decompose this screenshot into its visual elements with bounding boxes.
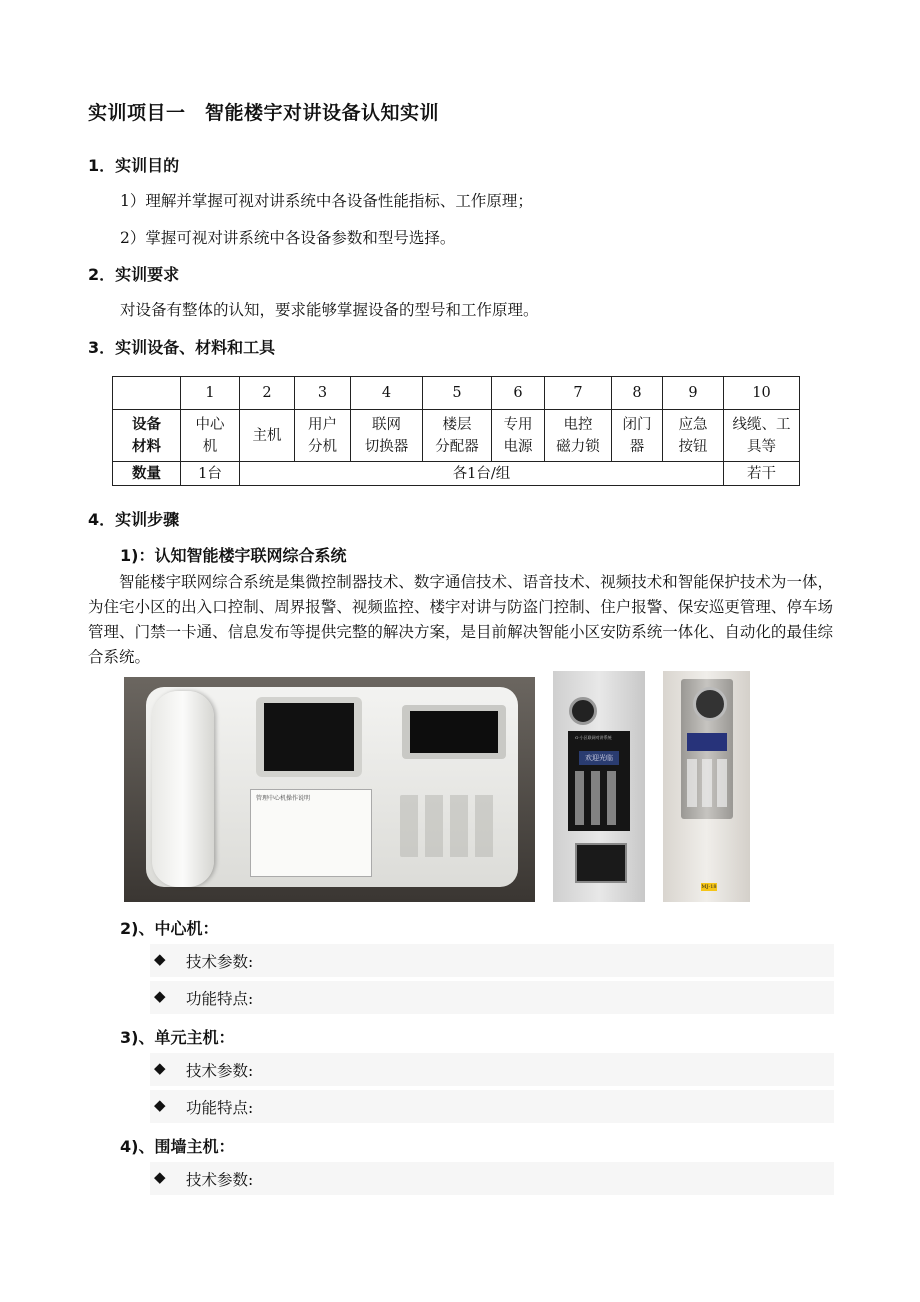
table-cell: 专用 电源 (492, 410, 545, 462)
unit-features-row (150, 1090, 834, 1123)
tech-params-label: 技术参数: (186, 953, 254, 971)
section2-heading: 2．实训要求 (88, 265, 180, 284)
goal-item-1: 1）理解并掌握可视对讲系统中各设备性能指标、工作原理； (120, 192, 533, 210)
table-num-cell: 1 (181, 377, 240, 410)
table-row-label: 设备 材料 (113, 410, 181, 462)
table-cell: 楼层 分配器 (423, 410, 492, 462)
step1-heading: 1)：认知智能楼宇联网综合系统 (120, 546, 347, 565)
unit-panel-brand: G-小区联网对讲系统 (575, 735, 612, 740)
diamond-bullet-icon: ◆ (154, 987, 166, 1005)
table-cell: 应急 按钮 (663, 410, 724, 462)
table-num-cell: 6 (492, 377, 545, 410)
center-features-row (150, 981, 834, 1014)
diamond-bullet-icon: ◆ (154, 1168, 166, 1186)
goal-item-2: 2）掌握可视对讲系统中各设备参数和型号选择。 (120, 229, 456, 247)
center-unit-photo (124, 677, 535, 902)
requirement-text: 对设备有整体的认知，要求能够掌握设备的型号和工作原理。 (120, 301, 539, 319)
table-row-materials (113, 410, 800, 462)
table-num-cell: 7 (545, 377, 612, 410)
table-cell: 各1台/组 (240, 462, 724, 486)
wall-host-tag: MJ-18 (701, 884, 717, 890)
table-corner-cell (113, 377, 181, 410)
wall-tech-params-row (150, 1162, 834, 1195)
diamond-bullet-icon: ◆ (154, 1059, 166, 1077)
table-cell: 用户 分机 (295, 410, 351, 462)
features-label: 功能特点: (186, 1099, 254, 1117)
wall-host-photo (663, 671, 750, 902)
table-cell: 1台 (181, 462, 240, 486)
diamond-bullet-icon: ◆ (154, 1096, 166, 1114)
features-label: 功能特点: (186, 990, 254, 1008)
table-cell: 电控 磁力锁 (545, 410, 612, 462)
step3-heading: 3)、单元主机： (120, 1028, 235, 1047)
page-title: 实训项目一 智能楼宇对讲设备认知实训 (88, 102, 440, 124)
section4-heading: 4．实训步骤 (88, 510, 180, 529)
center-unit-label: 管理中心机操作说明 (256, 795, 311, 802)
tech-params-label: 技术参数: (186, 1062, 254, 1080)
table-num-cell: 2 (240, 377, 295, 410)
step2-heading: 2)、中心机： (120, 919, 219, 938)
section3-heading: 3．实训设备、材料和工具 (88, 338, 276, 357)
unit-panel-photo (553, 671, 645, 902)
center-tech-params-row (150, 944, 834, 977)
diamond-bullet-icon: ◆ (154, 950, 166, 968)
table-cell: 线缆、工 具等 (724, 410, 800, 462)
table-row-numbers (113, 377, 800, 410)
step4-heading: 4)、围墙主机： (120, 1137, 235, 1156)
table-num-cell: 10 (724, 377, 800, 410)
materials-table (112, 376, 800, 486)
table-cell: 联网 切换器 (351, 410, 423, 462)
table-row-label: 数量 (113, 462, 181, 486)
table-cell: 中心 机 (181, 410, 240, 462)
unit-tech-params-row (150, 1053, 834, 1086)
table-cell: 闭门 器 (612, 410, 663, 462)
tech-params-label: 技术参数: (186, 1171, 254, 1189)
table-cell: 若干 (724, 462, 800, 486)
table-num-cell: 8 (612, 377, 663, 410)
section1-heading: 1．实训目的 (88, 156, 180, 175)
table-cell: 主机 (240, 410, 295, 462)
table-num-cell: 5 (423, 377, 492, 410)
table-num-cell: 9 (663, 377, 724, 410)
unit-panel-display: 欢迎光临 (579, 751, 619, 765)
table-row-quantity (113, 462, 800, 486)
system-paragraph: 智能楼宇联网综合系统是集微控制器技术、数字通信技术、语音技术、视频技术和智能保护技术为一体，为住宅小区的出入口控制、周界报警、视频监控、楼宇对讲与防盗门控制、住户报警、保安巡更管理、停车场管理、门禁一卡通、信息发布等提供完整的解决方案，是目前解决智能小区安防系统一体化、自动化的最佳综合系统。 (88, 573, 833, 666)
table-num-cell: 3 (295, 377, 351, 410)
table-num-cell: 4 (351, 377, 423, 410)
